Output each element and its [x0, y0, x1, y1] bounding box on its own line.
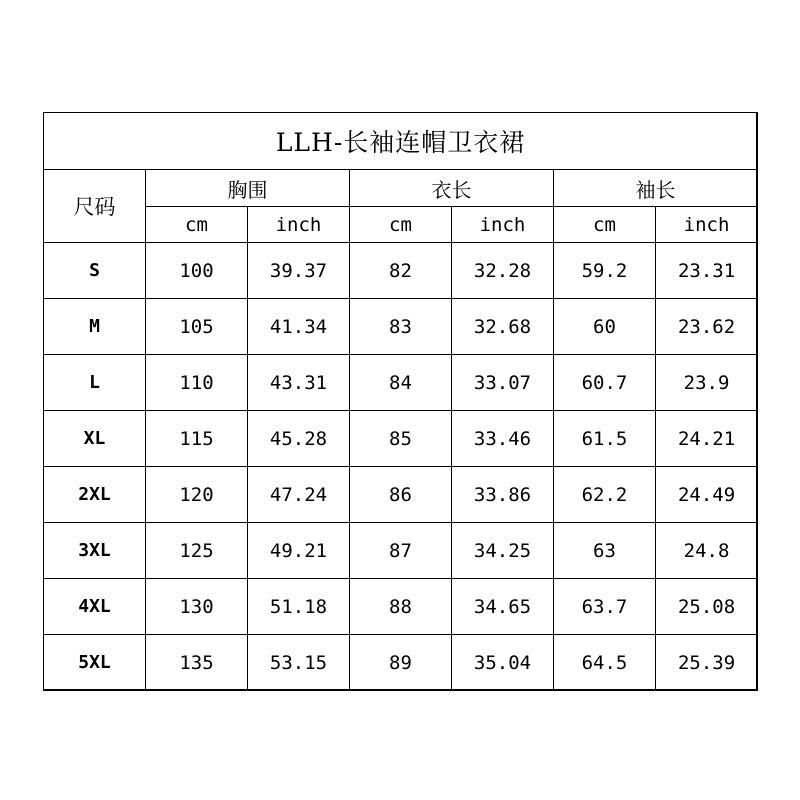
unit-header: inch: [656, 207, 758, 243]
table-title: LLH-长袖连帽卫衣裙: [44, 113, 758, 170]
table-cell: 120: [146, 467, 248, 523]
table-cell: 39.37: [248, 243, 350, 299]
table-cell: 87: [350, 523, 452, 579]
table-cell: 64.5: [554, 635, 656, 691]
table-cell: 62.2: [554, 467, 656, 523]
group-header-sleeve: 袖长: [554, 170, 758, 207]
unit-header: cm: [350, 207, 452, 243]
group-header-length: 衣长: [350, 170, 554, 207]
size-cell: 2XL: [44, 467, 146, 523]
size-cell: 5XL: [44, 635, 146, 691]
table-cell: 24.49: [656, 467, 758, 523]
table-cell: 115: [146, 411, 248, 467]
group-header-row: [44, 170, 758, 207]
table-cell: 32.28: [452, 243, 554, 299]
table-cell: 53.15: [248, 635, 350, 691]
table-row: [44, 467, 758, 523]
table-cell: 130: [146, 579, 248, 635]
table-cell: 63: [554, 523, 656, 579]
table-cell: 43.31: [248, 355, 350, 411]
table-cell: 84: [350, 355, 452, 411]
table-cell: 34.25: [452, 523, 554, 579]
table-cell: 25.39: [656, 635, 758, 691]
table-cell: 63.7: [554, 579, 656, 635]
table-cell: 34.65: [452, 579, 554, 635]
size-cell: M: [44, 299, 146, 355]
table-cell: 23.62: [656, 299, 758, 355]
unit-header: inch: [452, 207, 554, 243]
table-row: [44, 523, 758, 579]
table-row: [44, 243, 758, 299]
table-row: [44, 411, 758, 467]
table-cell: 82: [350, 243, 452, 299]
size-table: [43, 112, 758, 691]
table-cell: 125: [146, 523, 248, 579]
table-cell: 86: [350, 467, 452, 523]
table-cell: 51.18: [248, 579, 350, 635]
table-row: [44, 635, 758, 691]
table-cell: 23.9: [656, 355, 758, 411]
table-cell: 89: [350, 635, 452, 691]
table-cell: 33.86: [452, 467, 554, 523]
table-cell: 83: [350, 299, 452, 355]
table-cell: 41.34: [248, 299, 350, 355]
unit-header: cm: [554, 207, 656, 243]
table-cell: 33.07: [452, 355, 554, 411]
size-column-header: 尺码: [44, 170, 146, 243]
table-cell: 33.46: [452, 411, 554, 467]
table-cell: 47.24: [248, 467, 350, 523]
size-cell: 4XL: [44, 579, 146, 635]
unit-header-row: [44, 207, 758, 243]
table-cell: 85: [350, 411, 452, 467]
table-cell: 35.04: [452, 635, 554, 691]
table-cell: 110: [146, 355, 248, 411]
table-cell: 88: [350, 579, 452, 635]
table-cell: 25.08: [656, 579, 758, 635]
table-row: [44, 355, 758, 411]
table-cell: 60.7: [554, 355, 656, 411]
table-cell: 45.28: [248, 411, 350, 467]
table-cell: 60: [554, 299, 656, 355]
size-cell: L: [44, 355, 146, 411]
title-row: [44, 113, 758, 170]
size-cell: XL: [44, 411, 146, 467]
table-cell: 61.5: [554, 411, 656, 467]
size-cell: 3XL: [44, 523, 146, 579]
table-cell: 23.31: [656, 243, 758, 299]
table-cell: 49.21: [248, 523, 350, 579]
size-chart: [43, 112, 757, 690]
table-row: [44, 299, 758, 355]
table-cell: 32.68: [452, 299, 554, 355]
table-cell: 24.21: [656, 411, 758, 467]
unit-header: cm: [146, 207, 248, 243]
table-cell: 100: [146, 243, 248, 299]
table-row: [44, 579, 758, 635]
table-cell: 59.2: [554, 243, 656, 299]
table-cell: 24.8: [656, 523, 758, 579]
unit-header: inch: [248, 207, 350, 243]
group-header-chest: 胸围: [146, 170, 350, 207]
table-cell: 135: [146, 635, 248, 691]
table-cell: 105: [146, 299, 248, 355]
size-cell: S: [44, 243, 146, 299]
